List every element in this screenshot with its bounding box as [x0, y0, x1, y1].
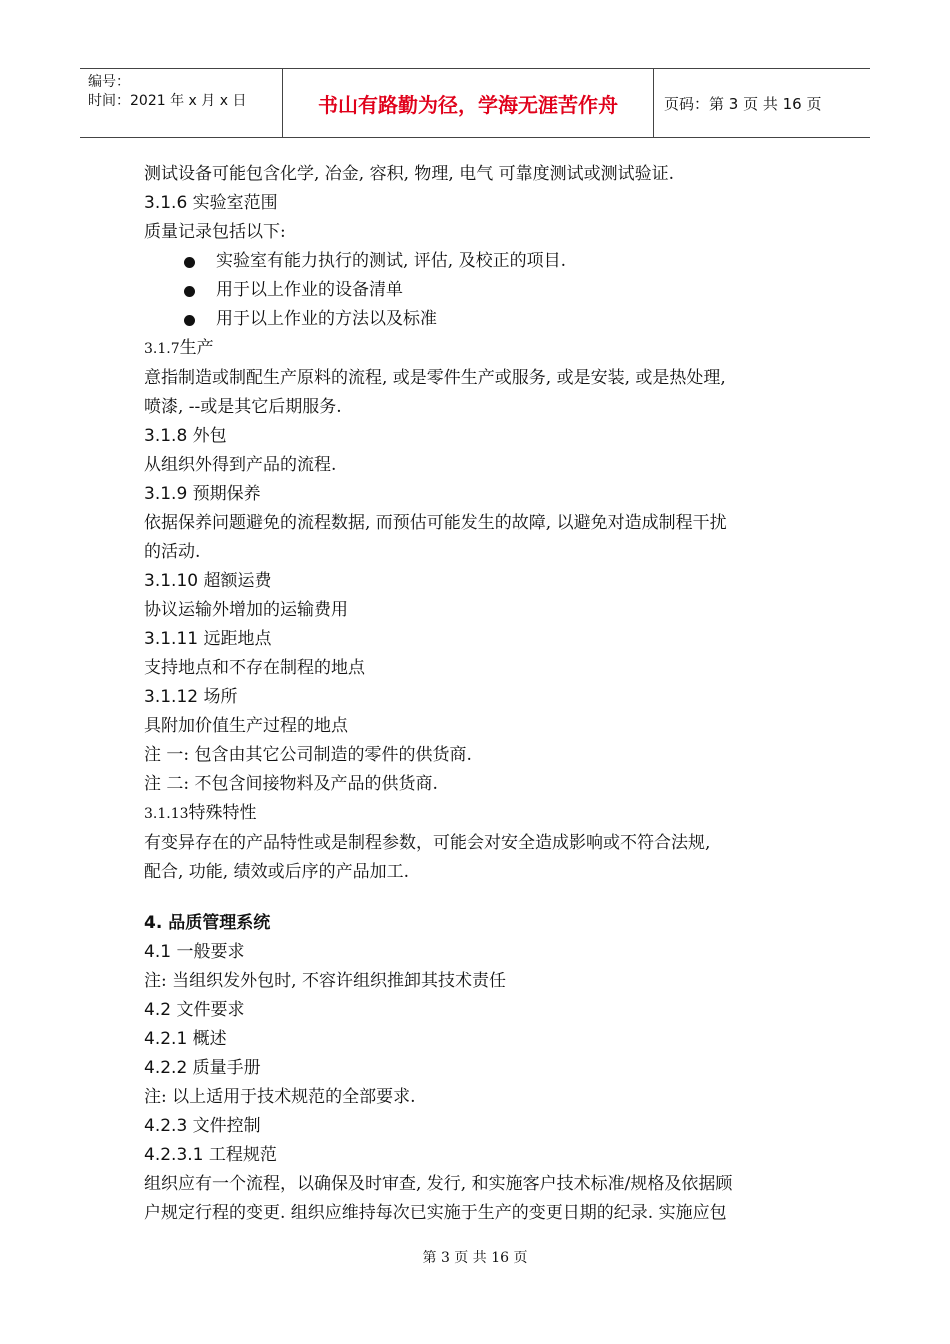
bullet-text: 用于以上作业的设备清单 [216, 280, 403, 300]
section-heading: 4.2.3 文件控制 [144, 1116, 261, 1136]
bullet-text: 用于以上作业的方法以及标准 [216, 309, 437, 329]
header-motto: 书山有路勤为径，学海无涯苦作舟 [283, 69, 654, 137]
body-text: 户规定行程的变更. 组织应维持每次已实施于生产的变更日期的纪录. 实施应包 [144, 1203, 727, 1223]
body-text: 意指制造或制配生产原料的流程, 或是零件生产或服务, 或是安装, 或是热处理, [144, 368, 726, 388]
section-heading: 3.1.11 远距地点 [144, 629, 272, 649]
section-heading: 3.1.8 外包 [144, 426, 227, 446]
document-body [144, 160, 824, 1228]
body-text: 质量记录包括以下: [144, 222, 286, 242]
bullet-icon [184, 286, 195, 297]
section-heading: 3.1.6 实验室范围 [144, 193, 278, 213]
section-heading [144, 799, 824, 829]
section-heading: 3.1.12 场所 [144, 687, 238, 707]
section-title: 特殊特性 [188, 803, 257, 823]
bullet-icon [184, 257, 195, 268]
section-heading: 3.1.10 超额运费 [144, 571, 272, 591]
bullet-icon [184, 315, 195, 326]
page-header [80, 68, 870, 138]
header-page-info: 页码：第 3 页 共 16 页 [664, 94, 822, 113]
section-heading: 3.1.9 预期保养 [144, 484, 261, 504]
body-text: 喷漆, --或是其它后期服务. [144, 397, 342, 417]
body-text: 的活动. [144, 542, 201, 562]
spacer [144, 887, 824, 909]
body-text: 协议运输外增加的运输费用 [144, 600, 348, 620]
body-text: 有变异存在的产品特性或是制程参数，可能会对安全造成影响或不符合法规, [144, 833, 711, 853]
body-text: 依据保养问题避免的流程数据, 而预估可能发生的故障, 以避免对造成制程干扰 [144, 513, 727, 533]
section-heading: 4.2.2 质量手册 [144, 1058, 261, 1078]
section-heading: 4.2.1 概述 [144, 1029, 227, 1049]
note-text: 注: 以上适用于技术规范的全部要求. [144, 1087, 416, 1107]
body-text: 配合, 功能, 绩效或后序的产品加工. [144, 862, 410, 882]
bullet-item [144, 247, 824, 276]
page-footer: 第 3 页 共 16 页 [422, 1250, 528, 1266]
header-meta [80, 69, 283, 137]
body-text: 支持地点和不存在制程的地点 [144, 658, 365, 678]
note-text: 注: 当组织发外包时, 不容许组织推卸其技术责任 [144, 971, 506, 991]
body-text: 组织应有一个流程，以确保及时审查, 发行, 和实施客户技术标准/规格及依据顾 [144, 1174, 733, 1194]
bullet-item [144, 276, 824, 305]
bullet-item [144, 305, 824, 334]
document-number-label: 编号： [88, 74, 130, 90]
bullet-text: 实验室有能力执行的测试, 评估, 及校正的项目. [216, 251, 567, 271]
body-text: 从组织外得到产品的流程. [144, 455, 337, 475]
note-text: 注 二: 不包含间接物料及产品的供货商. [144, 774, 438, 794]
body-text: 具附加价值生产过程的地点 [144, 716, 348, 736]
section-number: 3.1.7 [144, 341, 180, 357]
section-heading: 4.2 文件要求 [144, 1000, 245, 1020]
section-title: 生产 [179, 338, 214, 358]
body-text: 测试设备可能包含化学, 冶金, 容积, 物理, 电气 可靠度测试或测试验证. [144, 164, 675, 184]
document-date-label: 时间：2021 年 x 月 x 日 [88, 93, 247, 109]
section-heading: 4.1 一般要求 [144, 942, 245, 962]
note-text: 注 一: 包含由其它公司制造的零件的供货商. [144, 745, 472, 765]
section-number: 3.1.13 [144, 806, 189, 822]
section-heading: 4.2.3.1 工程规范 [144, 1145, 277, 1165]
chapter-heading: 4. 品质管理系统 [144, 913, 271, 933]
section-heading [144, 334, 824, 364]
